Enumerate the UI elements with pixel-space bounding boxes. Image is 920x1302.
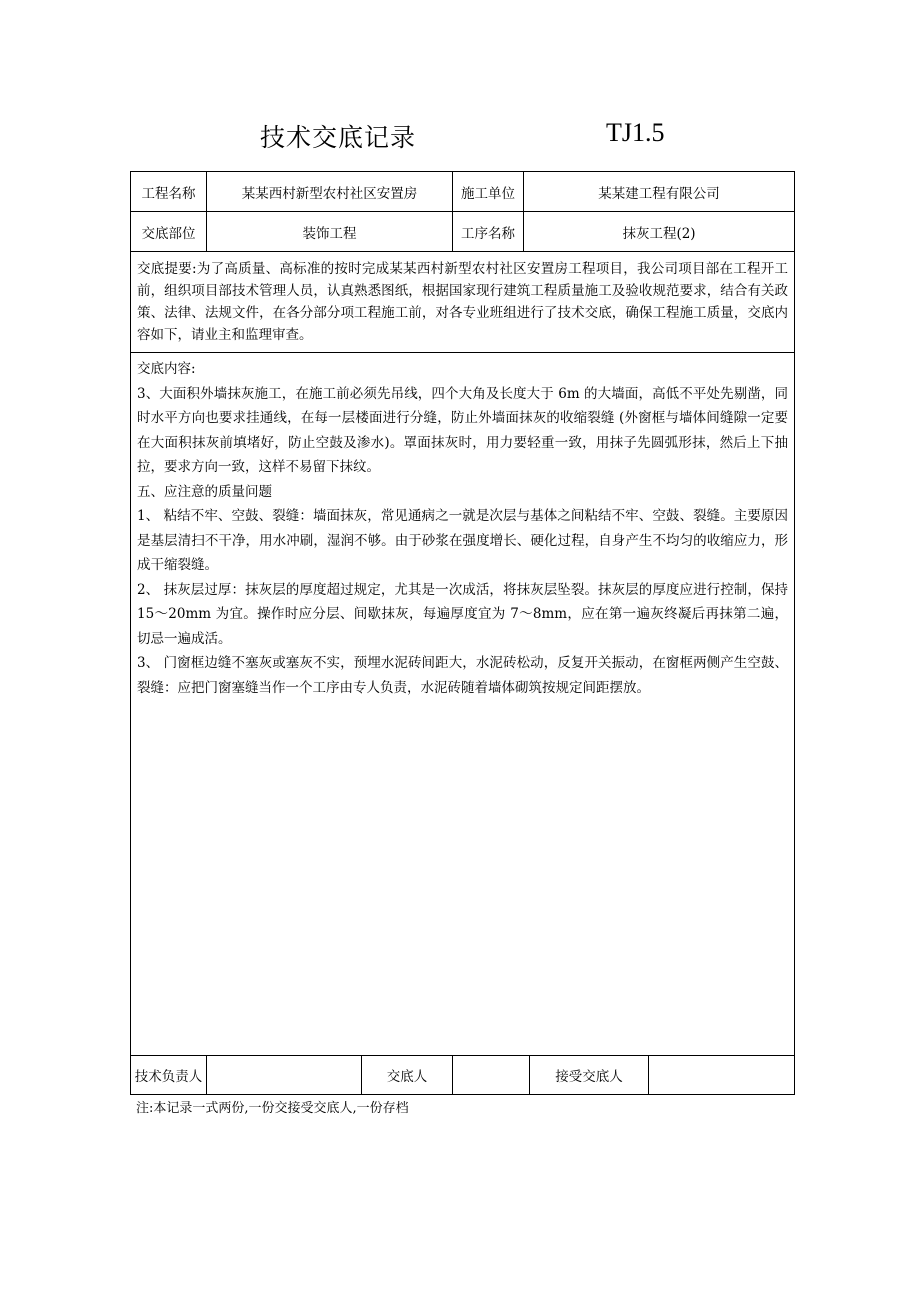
process-label: 工序名称	[453, 212, 524, 252]
project-name-label: 工程名称	[131, 172, 207, 212]
content-paragraph: 1、 粘结不牢、空鼓、裂缝：墙面抹灰，常见通病之一就是次层与基体之间粘结不牢、空鼓、裂缝。主要原因是基层清扫不干净，用水冲刷，湿润不够。由于砂浆在强度增长、硬化过程，自身产生不均匀的收缩应力，形成干缩裂缝。	[137, 508, 789, 573]
tech-lead-label: 技术负责人	[131, 1056, 207, 1095]
content-paragraph: 3、 门窗框边缝不塞灰或塞灰不实，预埋水泥砖间距大，水泥砖松动，反复开关振动，在窗框两侧产生空鼓、裂缝：应把门窗塞缝当作一个工序由专人负责，水泥砖随着墙体砌筑按规定间距摆放。	[137, 655, 789, 696]
contractor-value: 某某建工程有限公司	[524, 172, 795, 212]
content-paragraph: 2、 抹灰层过厚：抹灰层的厚度超过规定，尤其是一次成活，将抹灰层坠裂。抹灰层的厚度应进行控制，保持 15～20mm 为宜。操作时应分层、间歇抹灰，每遍厚度宜为 7～8mm，应在第一遍灰终凝后再抹第二遍，切忌一遍成活。	[137, 581, 789, 647]
content-heading: 交底内容:	[137, 361, 196, 377]
part-value: 装饰工程	[207, 212, 453, 252]
disclosure-form-table	[130, 171, 795, 1095]
part-label: 交底部位	[131, 212, 207, 252]
disclosure-content	[131, 353, 795, 1056]
receiver-label: 接受交底人	[530, 1056, 649, 1095]
contractor-label: 施工单位	[453, 172, 524, 212]
row-summary	[131, 252, 795, 353]
process-value: 抹灰工程(2)	[524, 212, 795, 252]
discloser-signature[interactable]	[453, 1056, 530, 1095]
document-header	[0, 118, 920, 158]
receiver-signature[interactable]	[649, 1056, 795, 1095]
tech-lead-signature[interactable]	[207, 1056, 362, 1095]
row-signatures	[131, 1056, 795, 1095]
row-part	[131, 212, 795, 252]
row-project	[131, 172, 795, 212]
disclosure-summary: 交底提要:为了高质量、高标准的按时完成某某西村新型农村社区安置房工程项目，我公司项目部在工程开工前，组织项目部技术管理人员，认真熟悉图纸，根据国家现行建筑工程质量施工及验收规范要求，结合有关政策、法律、法规文件，在各分部分项工程施工前，对各专业班组进行了技术交底，确保工程施工质量，交底内容如下，请业主和监理审查。	[131, 252, 795, 353]
footnote: 注:本记录一式两份,一份交接受交底人,一份存档	[136, 1101, 409, 1116]
content-paragraph: 五、应注意的质量问题	[137, 483, 272, 500]
row-content	[131, 353, 795, 1056]
project-name-value: 某某西村新型农村社区安置房	[207, 172, 453, 212]
document-title: 技术交底记录	[260, 123, 417, 152]
content-paragraph: 3、大面积外墙抹灰施工，在施工前必须先吊线，四个大角及长度大于 6m 的大墙面，高低不平处先剔凿，同时水平方向也要求挂通线，在每一层楼面进行分缝，防止外墙面抹灰的收缩裂缝 (外窗框与墙体间缝隙一定要在大面积抹灰前填堵好，防止空鼓及渗水)。罩面抹灰时，用力要轻重一致，用抹子先圆弧形抹，然后上下抽拉，要求方向一致，这样不易留下抹纹。	[137, 385, 789, 475]
document-code: TJ1.5	[606, 118, 665, 147]
discloser-label: 交底人	[362, 1056, 453, 1095]
